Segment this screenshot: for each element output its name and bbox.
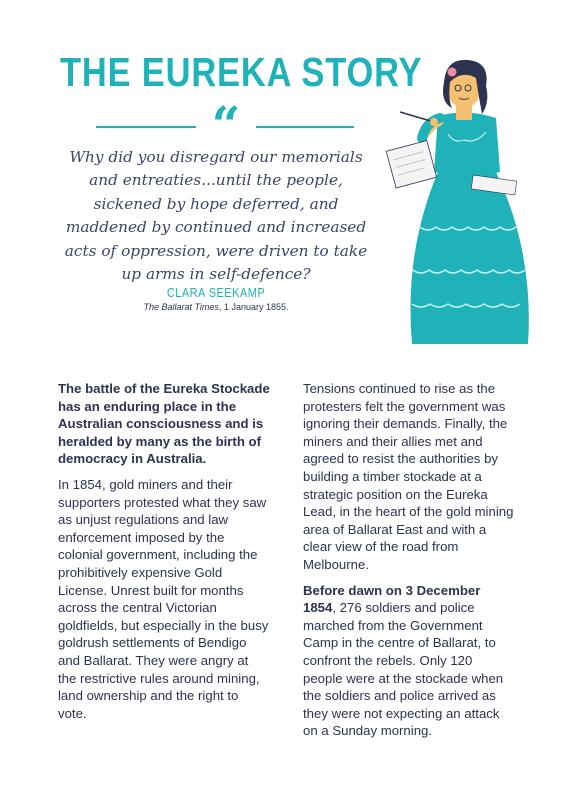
column-left [58, 380, 270, 730]
intro-paragraph: The battle of the Eureka Stockade has an enduring place in the Australian consciousness and is heralded by many as the birth of democracy in Australia. [58, 381, 270, 467]
column-right [303, 380, 515, 748]
woman-writing-illustration-icon [386, 52, 536, 352]
body-paragraph [303, 582, 515, 740]
divider-left [96, 126, 196, 128]
publication-name: The Ballarat Times [143, 302, 219, 312]
divider-right [256, 126, 354, 128]
pull-quote: Why did you disregard our memorials and entreaties...until the people, sickened by hope deferred, and maddened by continued and increased acts of oppression, were driven to take up arms in self-defence? [64, 148, 368, 284]
body-text: , 276 soldiers and police marched from the Government Camp in the centre of Ballarat, to confront the rebels. Only 120 people were at the stockade when the soldiers and police arrived as they were not expecting an attack on a Sunday morning. [303, 600, 504, 739]
body-paragraph: In 1854, gold miners and their supporters protested what they saw as unjust regulations and law enforcement imposed by the colonial government, including the prohibitively expensive Gold License. Unrest built for months across the central Victorian goldfields, but especially in the busy goldrush settlements of Bendigo and Ballarat. They were angry at the restrictive rules around mining, land ownership and the right to vote. [58, 476, 269, 721]
page-title: THE EUREKA STORY [60, 49, 423, 95]
highlighted-date: Before dawn on 3 December 1854 [303, 582, 481, 616]
quote-author: CLARA SEEKAMP [166, 285, 266, 300]
quote-mark-icon: “ [211, 95, 241, 154]
body-paragraph: Tensions continued to rise as the protesters felt the government was ignoring their demands. Finally, the miners and their allies met and agreed to resist the authorities by building a timber stockade at a strategic position on the Eureka Lead, in the heart of the gold mining area of Ballarat East and with a clear view of the road from Melbourne. [303, 381, 514, 572]
quote-source [56, 302, 376, 312]
publication-date: , 1 January 1855. [218, 302, 289, 312]
